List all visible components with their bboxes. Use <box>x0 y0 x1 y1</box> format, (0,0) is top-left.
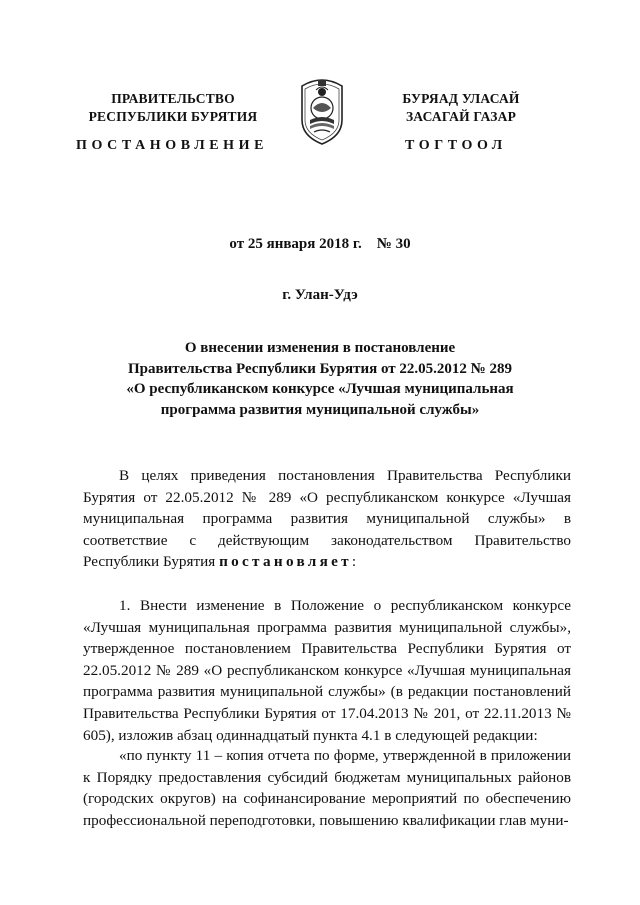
header-left-line1: ПРАВИТЕЛЬСТВО <box>111 91 235 106</box>
preamble-colon: : <box>351 553 357 571</box>
resolves-word: постановляет <box>219 553 352 571</box>
paragraph-preamble <box>83 465 571 573</box>
title-line-3: «О республиканском конкурсе «Лучшая муниципальная <box>126 381 514 397</box>
header-right-line1: БУРЯАД УЛАСАЙ <box>402 91 520 106</box>
header-right-line2: ЗАСАГАЙ ГАЗАР <box>405 109 517 124</box>
paragraph-quote: «по пункту 11 – копия отчета по форме, утвержденной в приложении к Порядку предоставления субсидий бюджетам муниципальных районов (городских округов) на софинансирование мероприятий по обеспечению профессиональной переподготовки, повышению квалификации глав муни- <box>83 747 571 829</box>
city: г. Улан-Удэ <box>282 287 358 303</box>
paragraph-item-1: 1. Внести изменение в Положение о республиканском конкурсе «Лучшая муниципальная программа развития муниципальной службы», утвержденное постановлением Правительства Республики Бурятия от 22.05.2012 № 289 «О республиканском конкурсе «Лучшая муниципальная программа развития муниципальной службы» (в редакции постановлений Правительства Республики Бурятия от 17.04.2013 № 201, от 22.11.2013 № 605), изложив абзац одиннадцатый пункта 4.1 в следующей редакции: <box>83 597 571 744</box>
header-right <box>372 90 550 126</box>
title-line-4: программа развития муниципальной службы» <box>160 401 480 418</box>
preamble-text: В целях приведения постановления Правительства Республики Бурятия от 22.05.2012 № 289 «О республиканском конкурсе «Лучшая муниципальная программа развития муниципальной службы» в соответствие с действующим законодательством Правительство Республики Бурятия <box>83 467 571 571</box>
coat-of-arms-icon <box>296 76 348 146</box>
header-left <box>78 90 268 126</box>
date-number: от 25 января 2018 г. № 30 <box>229 236 411 252</box>
title-line-1: О внесении изменения в постановление <box>184 340 456 356</box>
title-line-2: Правительства Республики Бурятия от 22.05.2012 № 289 <box>127 360 512 377</box>
doc-type-bua: ТОГТООЛ <box>405 138 507 153</box>
doc-type-ru: ПОСТАНОВЛЕНИЕ <box>76 138 269 153</box>
document-title <box>80 338 560 420</box>
header-left-line2: РЕСПУБЛИКИ БУРЯТИЯ <box>88 109 258 124</box>
